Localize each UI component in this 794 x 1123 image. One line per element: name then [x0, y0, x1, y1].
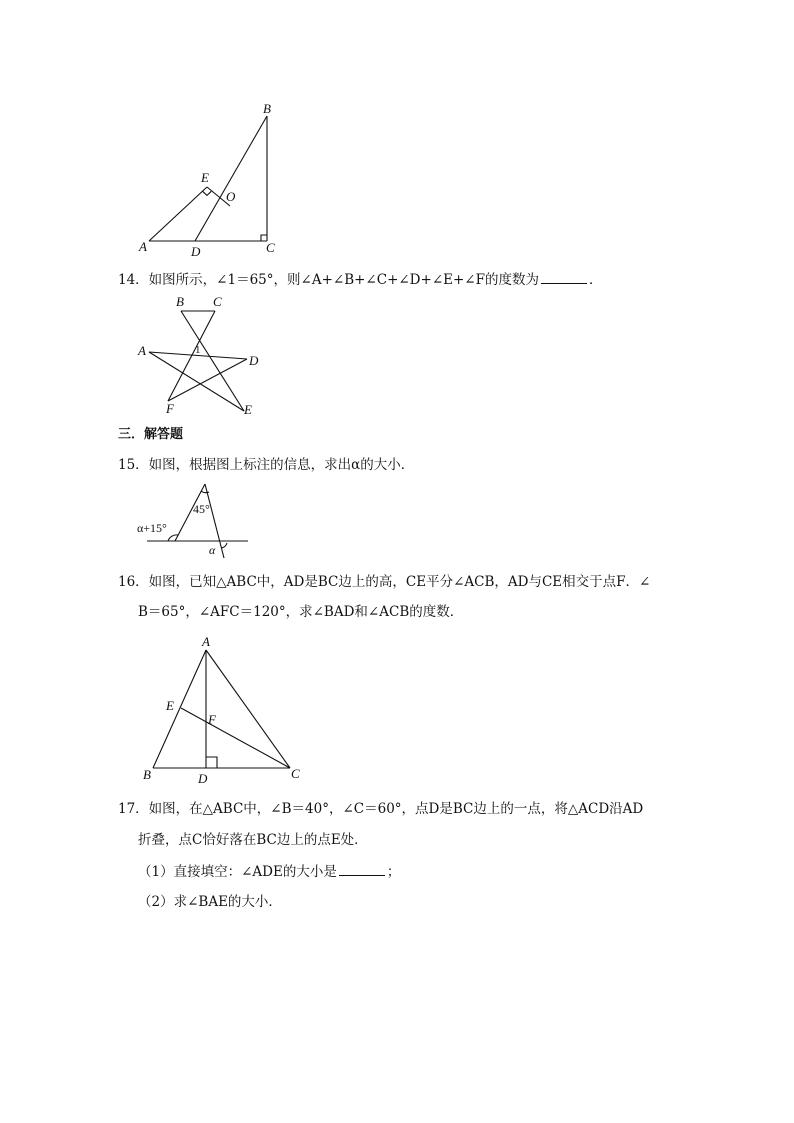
question-15: 15．如图，根据图上标注的信息，求出α的大小．: [118, 457, 415, 473]
segment-ab: [153, 650, 206, 768]
question-17-line-2: 折叠，点C恰好落在BC边上的点E处．: [138, 832, 368, 848]
label-a: A: [138, 343, 146, 358]
label-e: E: [166, 698, 174, 713]
right-angle-mark-e: [203, 191, 212, 195]
right-angle-mark-d: [206, 757, 217, 768]
segment-df: [168, 359, 247, 401]
q17-part-1-end: ；: [386, 864, 401, 880]
q17-part-1-text: （1）直接填空：∠ADE的大小是: [138, 864, 337, 880]
label-c: C: [291, 766, 300, 781]
figure-q13-svg: [135, 98, 295, 263]
answer-blank-q17: [339, 862, 385, 876]
question-17-part-2: （2）求∠BAE的大小．: [138, 894, 282, 910]
label-45-degrees: 45°: [193, 502, 210, 516]
label-c: C: [213, 294, 222, 309]
label-alpha: α: [209, 543, 216, 557]
answer-blank-q14: [541, 270, 587, 284]
label-a: A: [202, 634, 210, 649]
label-f: F: [166, 401, 174, 416]
segment-be: [181, 311, 244, 411]
label-alpha-plus-15: α+15°: [137, 521, 167, 535]
question-17-line-1: 17．如图，在△ABC中，∠B＝40°，∠C＝60°，点D是BC边上的一点，将△ACD沿AD: [118, 801, 644, 817]
q14-text-end: ．: [588, 272, 603, 288]
label-b: B: [143, 767, 151, 782]
q14-text: 14．如图所示，∠1＝65°，则∠A+∠B+∠C+∠D+∠E+∠F的度数为: [118, 272, 539, 288]
label-c: C: [266, 240, 275, 255]
figure-q14-svg: [130, 293, 280, 423]
label-d: D: [191, 244, 201, 259]
segment-ac: [206, 650, 290, 768]
question-16-line-2: B＝65°，∠AFC＝120°，求∠BAD和∠ACB的度数．: [138, 604, 464, 620]
label-e: E: [244, 402, 252, 417]
figure-q16: [135, 632, 310, 792]
segment-ce: [181, 708, 290, 768]
label-a: A: [139, 239, 147, 254]
label-d: D: [249, 353, 259, 368]
label-b: B: [176, 294, 184, 309]
figure-q14: [130, 293, 280, 423]
label-d: D: [198, 771, 208, 786]
figure-q15-svg: [135, 478, 260, 563]
question-14: [118, 270, 602, 289]
label-angle-1: 1: [195, 344, 201, 356]
label-f: F: [208, 712, 216, 727]
figure-q15: [135, 478, 260, 563]
question-17-part-1: [138, 862, 400, 881]
label-o: O: [226, 189, 236, 204]
figure-q13: [135, 98, 295, 263]
section-heading: 三．解答题: [118, 427, 184, 442]
label-b: B: [263, 101, 271, 116]
segment-ae: [149, 352, 244, 411]
question-16-line-1: 16．如图，已知△ABC中，AD是BC边上的高，CE平分∠ACB，AD与CE相交于点F．∠: [118, 574, 651, 590]
label-e: E: [201, 170, 209, 185]
segment-ae: [149, 187, 207, 241]
angle-arc-bottom: [221, 543, 227, 548]
angle-arc-top: [201, 491, 209, 493]
figure-q16-svg: [135, 632, 310, 792]
